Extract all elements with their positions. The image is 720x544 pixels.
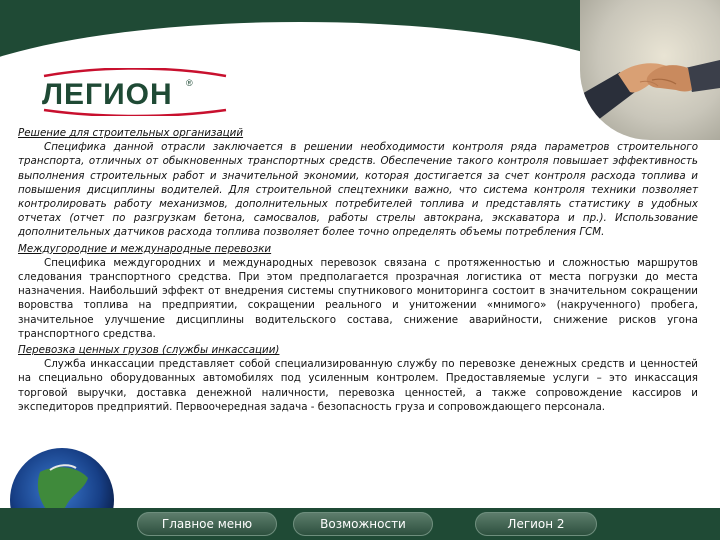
section-heading-valuables: Перевозка ценных грузов (службы инкассации) xyxy=(18,344,280,357)
features-button[interactable]: Возможности xyxy=(293,512,433,536)
brand-mark: ® xyxy=(186,78,193,88)
handshake-image xyxy=(580,0,720,140)
section-text-construction: Специфика данной отрасли заключается в решении необходимости контроля ряда параметров строительного транспорта, отличных от обыкновенных транспортных средств. Обеспечение такого контроля повышает эффективность выполнения строительных работ и значительной экономии, которая достигается за счет контроля расхода топлива и повышения дисциплины водителей. Для строительной спецтехники важно, что система контроля техники позволяет контролировать работу механизмов, дополнительных потребителей топлива и представлять статистику в удобных отчетах (отчет по разгрузкам бетона, самосвалов, работы стрелы автокрана, экскаватора и пр.). Использование дополнительных датчиков расхода топлива позволяет более точно определять объемы потребления ГСМ. xyxy=(18,141,698,239)
brand-name: ЛЕГИОН xyxy=(42,78,173,111)
section-heading-construction: Решение для строительных организаций xyxy=(18,127,244,139)
section-text-valuables: Служба инкассации представляет собой специализированную службу по перевозке денежных средств и ценностей на специально оборудованных автомобилях под усиленным контролем. Предоставляемые услуги – это инкассация торговой выручки, доставка денежной наличности, перевозка ценностей, а также сопровождение кассиров и экспедиторов предприятий. Первоочередная задача - безопасность груза и сопровождающего персонала. xyxy=(18,358,698,413)
section-text-intercity: Специфика междугородних и международных перевозок связана с протяженностью и сложностью маршрутов следования транспортного средства. При этом предполагается прозрачная логистика от места погрузки до места назначения. Наибольший эффект от внедрения системы спутникового мониторинга состоит в значительном сокращении воровства топлива на предприятии, сокращении реального и унитожении «мнимого» (накрученного) пробега, значительное улучшение дисциплины водительского состава, снижение аварийности, снижение рисков угона транспортного средства. xyxy=(18,256,698,340)
section-heading-intercity: Междугородние и международные перевозки xyxy=(18,242,272,255)
main-menu-button[interactable]: Главное меню xyxy=(137,512,277,536)
legion-logo xyxy=(40,68,230,116)
content-area xyxy=(18,126,698,416)
page-title: Наши клиенты xyxy=(253,26,467,54)
legion2-button[interactable]: Легион 2 xyxy=(475,512,597,536)
